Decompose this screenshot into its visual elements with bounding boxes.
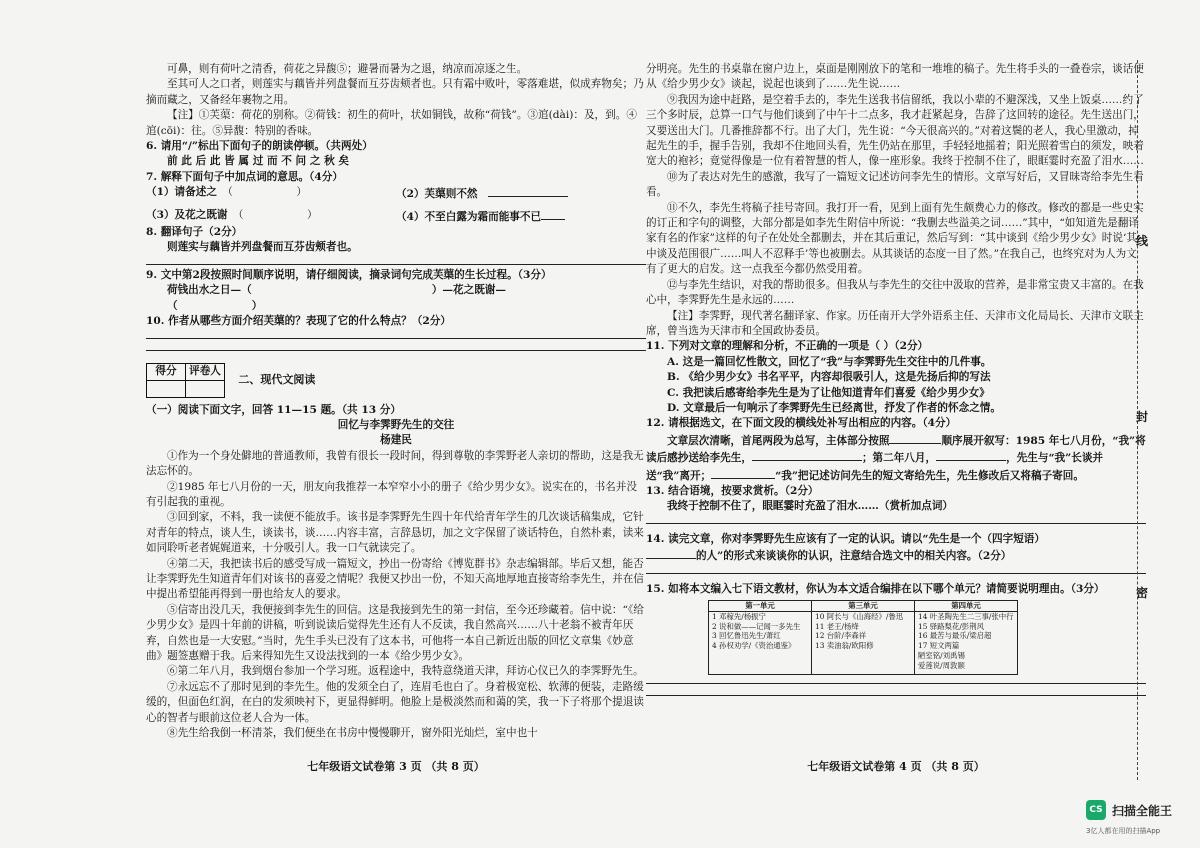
question-12-passage: 文章层次清晰，首尾两段为总写，主体部分按照 顺序展开叙写：1985 年七八月份，“我”将读后感抄送给李先生， ；第二年八月， ，先生与“我”长谈并送“我”离开； “我”把记述访问先生的短文寄给先生，先生修改后又将稿子寄回。 (646, 432, 1146, 484)
question-9-chain: 荷钱出水之日—（ ）—花之既谢— (167, 284, 506, 297)
question-13: 13. 结合语境，按要求赏析。（2分） (646, 484, 819, 497)
question-13-sentence: 我终于控制不住了，眼眶霎时充盈了泪水……（赏析加点词） (667, 500, 954, 513)
exam-page-4 (646, 62, 1146, 772)
scanner-tagline: 3亿人都在用的扫描App (1086, 827, 1161, 835)
binding-mark: 封 (1135, 410, 1148, 424)
question-14: 14. 读完文章，你对李霁野先生应该有了一定的认识。请以“先生是一个（四字短语） (646, 532, 1045, 545)
camscanner-icon: CS (1086, 800, 1106, 820)
page-footer: 七年级语文试卷第 3 页 （共 8 页） (307, 759, 485, 773)
grader-cell[interactable] (186, 380, 225, 397)
scanner-brand-name: 扫描全能王 (1112, 803, 1173, 818)
question-6: 6. 请用“/”标出下面句子的朗读停顿。（共两处） (146, 140, 373, 153)
reading-intro: （一）阅读下面文字，回答 11—15 题。（共 13 分） (146, 403, 401, 416)
question-11-option: A. 这是一篇回忆性散文，回忆了“我”与李霁野先生交往中的几件事。 (667, 355, 992, 368)
answer-line[interactable] (646, 565, 1146, 574)
article-paragraph: ⑧先生给我倒一杯清茶，我们便坐在书房中慢慢聊开，窗外阳光灿烂，室中也十 (167, 727, 538, 740)
answer-line[interactable] (146, 342, 646, 351)
unit-table-cell: 14 叶圣陶先生二三事/张中行 15 驿路梨花/彭荆风 16 最苦与最乐/梁启超 17 短文两篇 陋室铭/刘禹锡 爱莲说/周敦颐 (915, 611, 1018, 674)
score-box (146, 363, 225, 398)
annotation-note: 【注】①芙蕖：荷花的别称。②荷钱：初生的荷叶，状如铜钱，故称“荷钱”。③逭(dài)：及，到。④逭(cōi)：往。⑤异馥：特别的香味。 (146, 109, 637, 137)
article-author: 杨建民 (380, 434, 412, 447)
article-paragraph: ⑩为了表达对先生的感激，我写了一篇短文记述访问李先生的情形。文章写好后，又冒昧寄给李先生看看。 (646, 170, 1144, 199)
question-10: 10. 作者从哪些方面介绍芙蕖的？表现了它的什么特点？（2分） (146, 315, 451, 328)
answer-blank[interactable] (936, 449, 1006, 461)
question-11-option: B. 《给少男少女》书名平平，内容却很吸引人，这是先扬后抑的写法 (667, 371, 991, 384)
answer-line[interactable] (146, 256, 646, 265)
question-7-row: （3）及花之既谢 （ ） （4）不至白露为霜而能事不已 (146, 208, 646, 225)
unit-table-header: 第三单元 (812, 601, 915, 612)
article-paragraph: 分明亮。先生的书桌靠在窗户边上，桌面是刚刚放下的笔和一堆堆的稿子。先生将手头的一叠卷宗，谈话便从《给少男少女》谈起，说起也谈到了……先生说…… (646, 63, 1144, 91)
answer-blank[interactable] (646, 547, 696, 559)
binding-mark: 线 (1135, 234, 1148, 248)
text-continuation: 可鼻，则有荷叶之清香，荷花之异馥⑤；避暑而暑为之退，纳凉而凉逐之生。 (167, 63, 528, 75)
question-7-item: （3）及花之既谢 (146, 208, 228, 221)
question-9-chain: （ ） (167, 299, 263, 312)
article-paragraph: ⑫与李先生结识，对我的帮助很多。但我从与李先生的交往中汲取的营养，是非常宝贵又丰富的。在我心中，李霁野先生是永远的…… (646, 278, 1144, 307)
scanner-logo (1086, 800, 1172, 820)
answer-blank[interactable] (488, 185, 568, 197)
text-continuation: 至其可人之口者，则莲实与藕皆并列盘餐而互芬齿颊者也。只有霜中败叶，零落难堪，似成弃物矣；乃摘而藏之，又备经年裹物之用。 (146, 78, 644, 106)
article-paragraph: ⑪不久，李先生将稿子挂号寄回。我打开一看，见到上面有先生颇费心力的修改。修改的都是一些史实的订正和字句的调整，大部分都是如李先生附信中所说：“我删去些溢美之词……”其中，“如知道先是翻译家有名的作家”这样的句子在处处全都删去，并在其后重记，然后写到：“其中谈到《给少男少女》时说‘其中谈及范围很广……叫人不忍释手’等也被删去。从其谈话的态度一目了然。”在我自己，也终究对为人为文有了更大的启发。这一点我至今都仍然受用着。 (646, 201, 1144, 276)
question-7-item: （2）芙蕖则不然 (396, 188, 478, 201)
article-paragraph: ⑤信寄出没几天，我便接到李先生的回信。这是我接到先生的第一封信，至今还珍藏着。信中说：“《给少男少女》是四十年前的讲稿，听到说读后觉得先生还有人不反读，我自然高兴……八十老翁不被青年厌弃，自然也是一大安慰。”当时，先生手头已没有了这本书，可他将一本自己新近出版的回忆文章集《妙意曲》题签惠赠于我。后来得知先生又设法找到的一本《给少男少女》。 (146, 603, 644, 662)
question-7-item: （1）请备述之 (146, 186, 217, 199)
question-11-option: D. 文章最后一句响示了李霁野先生已经离世，抒发了作者的怀念之情。 (667, 401, 1001, 414)
score-cell[interactable] (147, 380, 186, 397)
answer-line[interactable] (146, 330, 646, 339)
question-14-line2: 的人”的形式来谈谈你的认识，注意结合选文中的相关内容。（2分） (646, 547, 1146, 564)
unit-table-header: 第四单元 (915, 601, 1018, 612)
unit-table (708, 600, 1018, 675)
binding-mark: 密 (1135, 586, 1148, 600)
article-paragraph: ④第二天，我把读书后的感受写成一篇短文，抄出一份寄给《博览群书》杂志编辑部。毕后又想，能否让李霁野先生知道青年们对该书的喜爱之情呢？我便又抄出一份，不知天高地厚地直接寄给李先生，并在信中提出希望能再得到一册也给友人的要求。 (146, 557, 644, 601)
question-11: 11. 下列对文章的理解和分析，不正确的一项是（ ）（2分） (646, 340, 929, 353)
answer-line[interactable] (646, 687, 1146, 696)
section-title: 二、现代文阅读 (238, 372, 316, 386)
article-paragraph: ②1985 年七八月份的一天，朋友向我推荐一本窄窄小小的册子《给少男少女》。说实在的，书名并没有引起我的重视。 (146, 480, 637, 508)
answer-line[interactable] (646, 675, 1146, 684)
article-title: 回忆与李霁野先生的交往 (337, 418, 455, 431)
answer-blank[interactable] (752, 449, 862, 461)
article-paragraph: ⑨我因为途中赶路，是空着手去的，李先生送我书信留纸，我以小辈的不避深浅，又坐上饭桌……约了三个多时辰，总算一口气与他们谈到了中午十二点多，我才赶紧起身，告辞了这回转的途径。先生送出门，又要送出大门。几番推辞都不行。出了大门，先生说：“今天很高兴的。”对着这鬓的老人，我心里激动，掉起先生的手，握手告别，我却不住地回头看，先生仍站在那里，手轻轻地摇着；阳光照着雪白的须发，映着宽大的袍衫；竟觉得像是一位有着智慧的哲人，像一座形象。我终于控制不住了，眼眶霎时充盈了泪水…… (646, 93, 1144, 168)
exam-page-3 (146, 62, 646, 772)
article-paragraph: ①作为一个身处僻地的普通教师，我曾有很长一段时间，得到尊敬的李霁野老人亲切的帮助，这是我无法忘怀的。 (146, 449, 644, 478)
article-paragraph: ⑥第二年八月，我到烟台参加一个学习班。返程途中，我特意绕道天津，拜访心仪已久的李霁野先生。 (167, 665, 644, 678)
question-7: 7. 解释下面句子中加点词的意思。（4分） (146, 170, 343, 183)
article-paragraph: ⑦永远忘不了那时见到的李先生。他的发须全白了，连眉毛也白了。身着极宽松、软薄的便装，走路缓缓的，但面色红润，在白的发须映衬下，更显得鲜明。他脸上是极淡然而和蔼的笑，我一下子将那个提退读心的智者与眼前这位老人合为一体。 (146, 680, 644, 724)
answer-blank[interactable] (541, 208, 565, 220)
question-7-item: （4）不至白露为霜而能事不已 (396, 210, 542, 223)
page-footer: 七年级语文试卷第 4 页 （共 8 页） (807, 759, 985, 773)
unit-table-header: 第一单元 (709, 601, 812, 612)
question-8: 8. 翻译句子（2分） (146, 226, 243, 239)
unit-table-cell: 1 邓稼先/杨振宁 2 说和做——记闻一多先生 3 回忆鲁迅先生/萧红 4 孙权劝学/《资治通鉴》 (709, 611, 812, 674)
section-header (146, 363, 646, 398)
score-label: 得分 (147, 363, 186, 380)
question-15: 15. 如将本文编入七下语文教材，你认为本文适合编排在以下哪个单元？请简要说明理由。（3分） (646, 582, 1105, 595)
question-12: 12. 请根据选文，在下面文段的横线处补写出相应的内容。（4分） (646, 417, 957, 430)
question-8-sentence: 则莲实与藕皆并列盘餐而互芬齿颊者也。 (167, 241, 358, 254)
answer-blank[interactable] (711, 467, 775, 479)
answer-blank[interactable] (889, 432, 941, 444)
annotation-note: 【注】李霁野，现代著名翻译家、作家。历任南开大学外语系主任、天津市文化局局长、天津市文联主席，曾当选为天津市和全国政协委员。 (646, 309, 1144, 337)
question-7-row: （1）请备述之 （ ） （2）芙蕖则不然 (146, 185, 646, 202)
question-11-option: C. 我把读后感寄给李先生是为了让他知道青年们喜爱《给少男少女》 (667, 386, 990, 399)
question-9: 9. 文中第2段按照时间顺序说明，请仔细阅读，摘录词句完成芙蕖的生长过程。（3分） (146, 268, 552, 281)
question-6-sentence: 前 此 后 此 皆 属 过 而 不 问 之 秋 矣 (167, 155, 349, 168)
answer-line[interactable] (646, 515, 1146, 524)
article-paragraph: ③回到家，不料，我一读便不能放手。该书是李霁野先生四十年代给青年学生的几次谈话稿集成，它针对青年的特点，谈人生，谈读书，谈……内容丰富，言辞恳切，加之文字保留了谈话特色，自然朴素，读来如同聆听老者娓娓道来，十分吸引人。我一口气就读完了。 (146, 511, 644, 555)
unit-table-cell: 10 阿长与《山海经》/鲁迅 11 老王/杨绛 12 台阶/李森祥 13 卖油翁/欧阳修 (812, 611, 915, 674)
grader-label: 评卷人 (186, 363, 225, 380)
